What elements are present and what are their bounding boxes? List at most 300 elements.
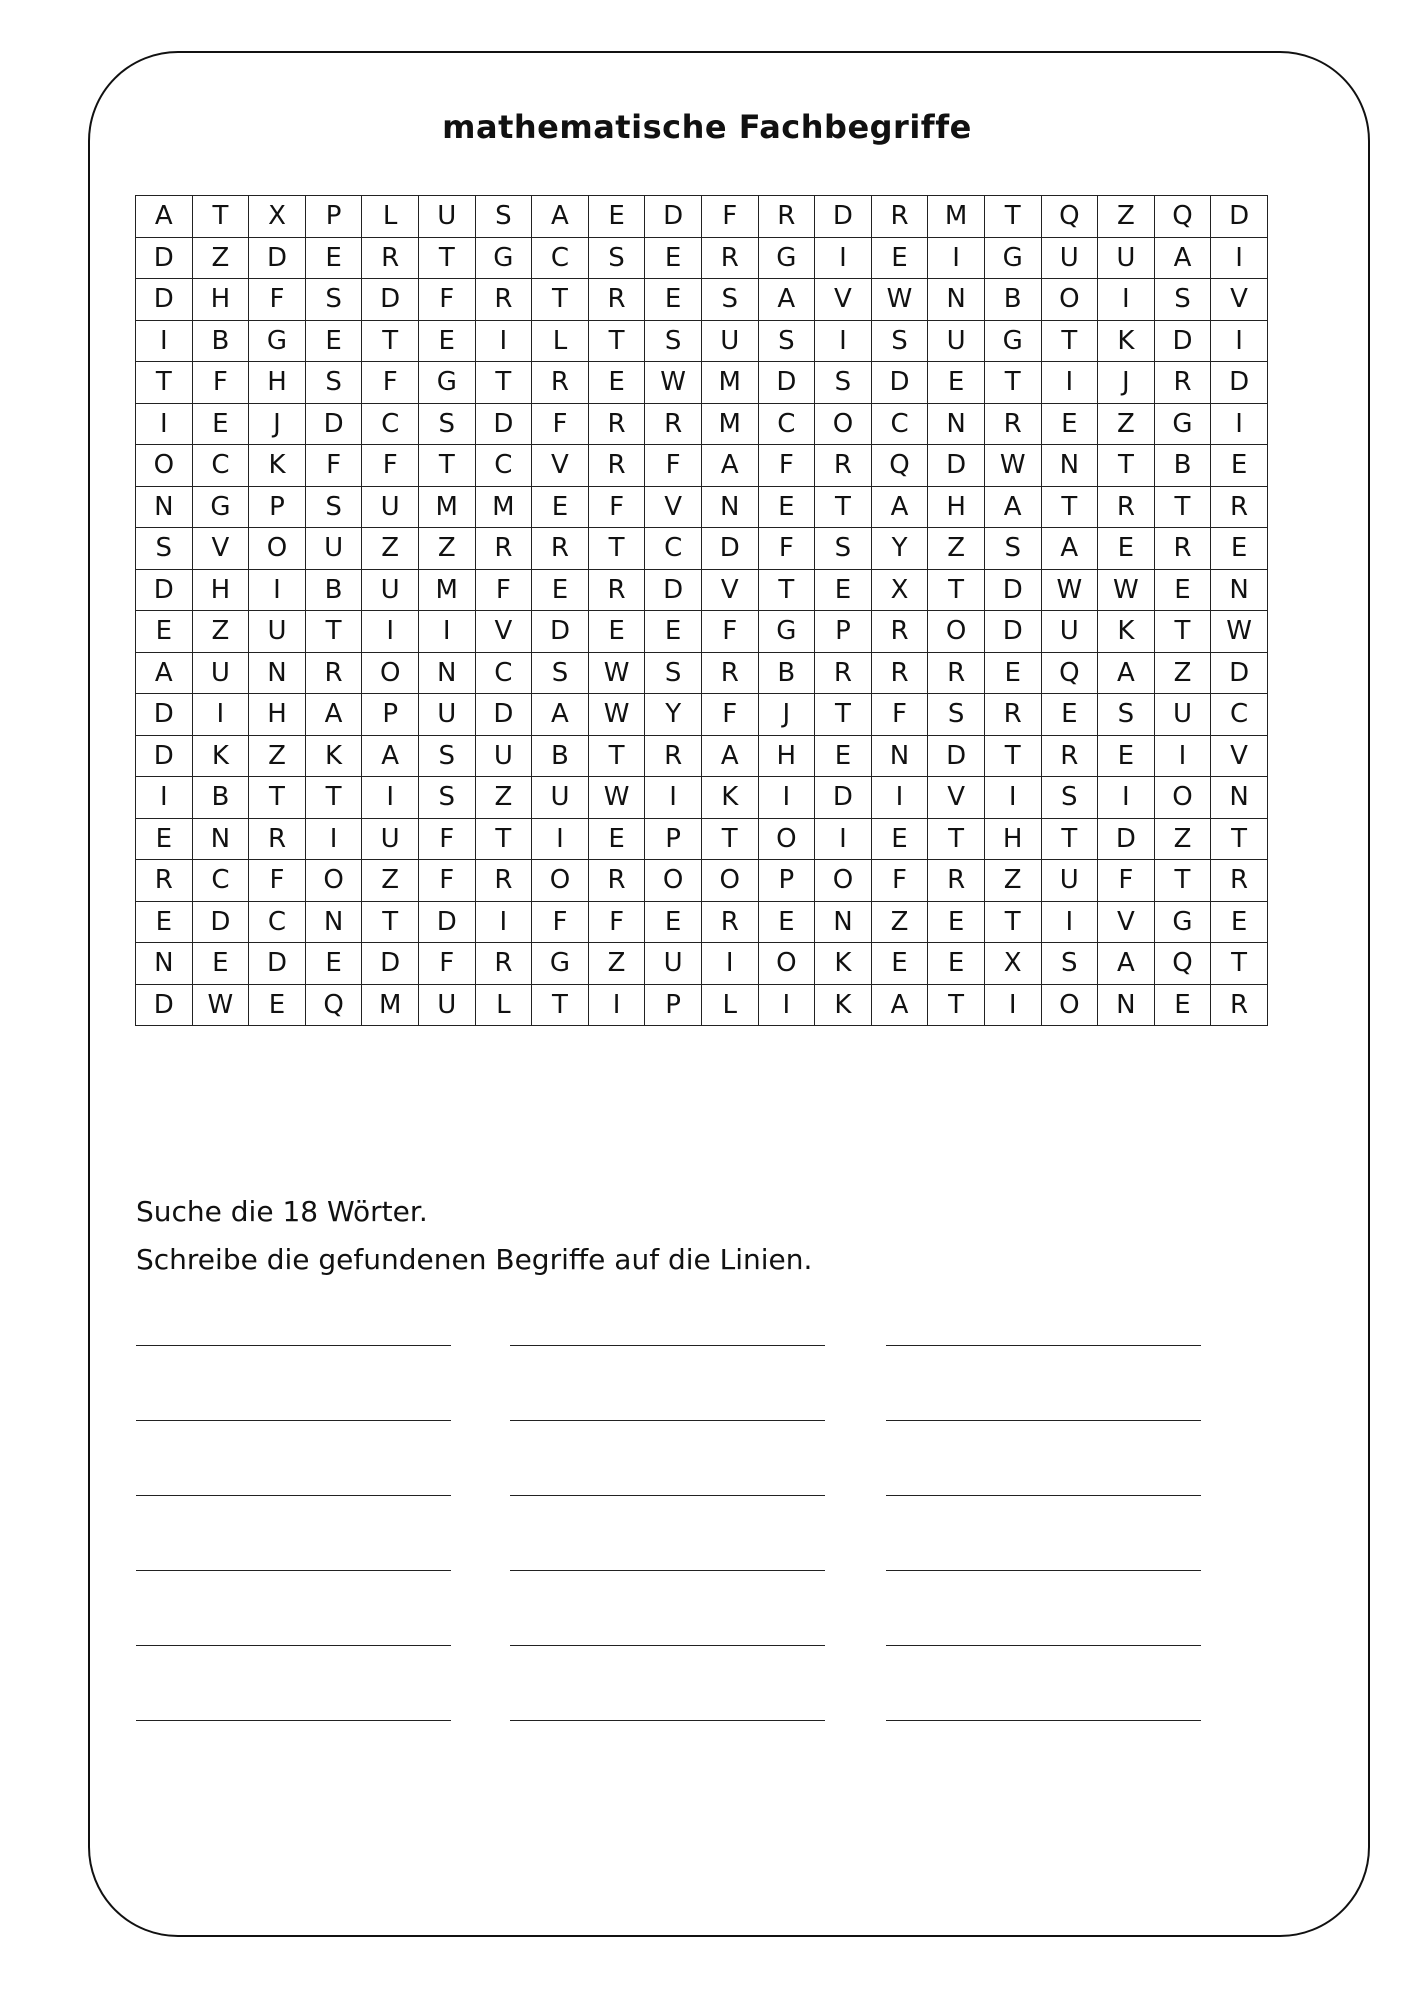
grid-cell[interactable]: I xyxy=(758,984,815,1026)
grid-cell[interactable]: F xyxy=(645,445,702,487)
grid-cell[interactable]: I xyxy=(362,777,419,819)
grid-cell[interactable]: T xyxy=(1154,860,1211,902)
grid-cell[interactable]: E xyxy=(588,196,645,238)
grid-cell[interactable]: P xyxy=(362,694,419,736)
grid-cell[interactable]: R xyxy=(701,237,758,279)
grid-cell[interactable]: F xyxy=(758,528,815,570)
grid-cell[interactable]: V xyxy=(1211,735,1268,777)
grid-cell[interactable]: S xyxy=(815,362,872,404)
grid-cell[interactable]: Z xyxy=(928,528,985,570)
grid-cell[interactable]: E xyxy=(645,279,702,321)
grid-cell[interactable]: Z xyxy=(1098,403,1155,445)
grid-cell[interactable]: F xyxy=(192,362,249,404)
grid-cell[interactable]: F xyxy=(305,445,362,487)
answer-line[interactable] xyxy=(510,1645,825,1646)
grid-cell[interactable]: E xyxy=(645,237,702,279)
grid-cell[interactable]: O xyxy=(1041,279,1098,321)
grid-cell[interactable]: C xyxy=(645,528,702,570)
grid-cell[interactable]: S xyxy=(532,652,589,694)
grid-cell[interactable]: T xyxy=(815,486,872,528)
grid-cell[interactable]: E xyxy=(192,943,249,985)
grid-cell[interactable]: I xyxy=(1211,403,1268,445)
grid-cell[interactable]: O xyxy=(532,860,589,902)
grid-cell[interactable]: M xyxy=(928,196,985,238)
grid-cell[interactable]: E xyxy=(758,901,815,943)
grid-cell[interactable]: F xyxy=(871,694,928,736)
grid-cell[interactable]: I xyxy=(871,777,928,819)
grid-cell[interactable]: A xyxy=(1154,237,1211,279)
grid-cell[interactable]: O xyxy=(362,652,419,694)
grid-cell[interactable]: R xyxy=(928,652,985,694)
grid-cell[interactable]: V xyxy=(815,279,872,321)
grid-cell[interactable]: T xyxy=(532,279,589,321)
grid-cell[interactable]: D xyxy=(136,279,193,321)
grid-cell[interactable]: D xyxy=(362,279,419,321)
grid-cell[interactable]: I xyxy=(475,320,532,362)
grid-cell[interactable]: S xyxy=(645,652,702,694)
grid-cell[interactable]: D xyxy=(305,403,362,445)
grid-cell[interactable]: R xyxy=(1211,984,1268,1026)
grid-cell[interactable]: H xyxy=(928,486,985,528)
grid-cell[interactable]: B xyxy=(1154,445,1211,487)
grid-cell[interactable]: E xyxy=(928,943,985,985)
grid-cell[interactable]: R xyxy=(984,403,1041,445)
grid-cell[interactable]: E xyxy=(871,818,928,860)
grid-cell[interactable]: U xyxy=(418,196,475,238)
grid-cell[interactable]: C xyxy=(192,445,249,487)
grid-cell[interactable]: H xyxy=(192,279,249,321)
grid-cell[interactable]: N xyxy=(192,818,249,860)
grid-cell[interactable]: G xyxy=(475,237,532,279)
grid-cell[interactable]: D xyxy=(645,196,702,238)
answer-line[interactable] xyxy=(136,1345,451,1346)
grid-cell[interactable]: D xyxy=(928,735,985,777)
grid-cell[interactable]: D xyxy=(136,735,193,777)
answer-line[interactable] xyxy=(510,1570,825,1571)
answer-line[interactable] xyxy=(136,1420,451,1421)
grid-cell[interactable]: S xyxy=(1041,777,1098,819)
grid-cell[interactable]: U xyxy=(1041,237,1098,279)
answer-line[interactable] xyxy=(136,1570,451,1571)
grid-cell[interactable]: R xyxy=(475,860,532,902)
grid-cell[interactable]: W xyxy=(645,362,702,404)
grid-cell[interactable]: I xyxy=(815,320,872,362)
grid-cell[interactable]: M xyxy=(418,486,475,528)
grid-cell[interactable]: N xyxy=(871,735,928,777)
grid-cell[interactable]: E xyxy=(928,901,985,943)
grid-cell[interactable]: E xyxy=(136,818,193,860)
grid-cell[interactable]: K xyxy=(192,735,249,777)
grid-cell[interactable]: G xyxy=(418,362,475,404)
grid-cell[interactable]: R xyxy=(1211,860,1268,902)
grid-cell[interactable]: D xyxy=(815,777,872,819)
grid-cell[interactable]: E xyxy=(1211,901,1268,943)
grid-cell[interactable]: E xyxy=(305,237,362,279)
grid-cell[interactable]: U xyxy=(362,569,419,611)
grid-cell[interactable]: X xyxy=(984,943,1041,985)
grid-cell[interactable]: K xyxy=(1098,611,1155,653)
grid-cell[interactable]: B xyxy=(305,569,362,611)
grid-cell[interactable]: Z xyxy=(362,528,419,570)
grid-cell[interactable]: C xyxy=(475,445,532,487)
grid-cell[interactable]: A xyxy=(362,735,419,777)
grid-cell[interactable]: O xyxy=(701,860,758,902)
grid-cell[interactable]: R xyxy=(362,237,419,279)
grid-cell[interactable]: L xyxy=(362,196,419,238)
grid-cell[interactable]: I xyxy=(1098,777,1155,819)
grid-cell[interactable]: Z xyxy=(871,901,928,943)
grid-cell[interactable]: M xyxy=(475,486,532,528)
grid-cell[interactable]: F xyxy=(701,196,758,238)
grid-cell[interactable]: C xyxy=(475,652,532,694)
grid-cell[interactable]: S xyxy=(928,694,985,736)
grid-cell[interactable]: T xyxy=(984,196,1041,238)
grid-cell[interactable]: B xyxy=(192,777,249,819)
grid-cell[interactable]: A xyxy=(1098,652,1155,694)
grid-cell[interactable]: T xyxy=(305,611,362,653)
grid-cell[interactable]: S xyxy=(815,528,872,570)
grid-cell[interactable]: D xyxy=(871,362,928,404)
grid-cell[interactable]: T xyxy=(1041,320,1098,362)
grid-cell[interactable]: T xyxy=(475,818,532,860)
grid-cell[interactable]: R xyxy=(1154,528,1211,570)
grid-cell[interactable]: M xyxy=(418,569,475,611)
grid-cell[interactable]: Z xyxy=(588,943,645,985)
grid-cell[interactable]: U xyxy=(701,320,758,362)
grid-cell[interactable]: G xyxy=(984,320,1041,362)
grid-cell[interactable]: R xyxy=(1041,735,1098,777)
grid-cell[interactable]: R xyxy=(871,196,928,238)
grid-cell[interactable]: F xyxy=(475,569,532,611)
grid-cell[interactable]: R xyxy=(475,943,532,985)
grid-cell[interactable]: T xyxy=(249,777,306,819)
grid-cell[interactable]: I xyxy=(588,984,645,1026)
grid-cell[interactable]: U xyxy=(1041,611,1098,653)
grid-cell[interactable]: T xyxy=(815,694,872,736)
grid-cell[interactable]: S xyxy=(305,279,362,321)
grid-cell[interactable]: W xyxy=(1041,569,1098,611)
grid-cell[interactable]: U xyxy=(645,943,702,985)
grid-cell[interactable]: F xyxy=(1098,860,1155,902)
grid-cell[interactable]: J xyxy=(758,694,815,736)
grid-cell[interactable]: D xyxy=(984,569,1041,611)
grid-cell[interactable]: F xyxy=(418,818,475,860)
grid-cell[interactable]: C xyxy=(871,403,928,445)
grid-cell[interactable]: D xyxy=(928,445,985,487)
grid-cell[interactable]: T xyxy=(192,196,249,238)
grid-cell[interactable]: A xyxy=(701,445,758,487)
grid-cell[interactable]: S xyxy=(1041,943,1098,985)
grid-cell[interactable]: F xyxy=(701,611,758,653)
grid-cell[interactable]: H xyxy=(249,694,306,736)
grid-cell[interactable]: R xyxy=(475,279,532,321)
grid-cell[interactable]: H xyxy=(758,735,815,777)
grid-cell[interactable]: E xyxy=(305,943,362,985)
grid-cell[interactable]: T xyxy=(588,528,645,570)
grid-cell[interactable]: T xyxy=(984,735,1041,777)
grid-cell[interactable]: R xyxy=(984,694,1041,736)
grid-cell[interactable]: R xyxy=(1154,362,1211,404)
grid-cell[interactable]: U xyxy=(1154,694,1211,736)
grid-cell[interactable]: T xyxy=(418,237,475,279)
grid-cell[interactable]: D xyxy=(701,528,758,570)
grid-cell[interactable]: G xyxy=(984,237,1041,279)
grid-cell[interactable]: Z xyxy=(1154,818,1211,860)
grid-cell[interactable]: Q xyxy=(871,445,928,487)
grid-cell[interactable]: U xyxy=(418,984,475,1026)
grid-cell[interactable]: A xyxy=(136,652,193,694)
grid-cell[interactable]: B xyxy=(192,320,249,362)
grid-cell[interactable]: E xyxy=(1154,984,1211,1026)
grid-cell[interactable]: E xyxy=(1211,528,1268,570)
grid-cell[interactable]: D xyxy=(136,569,193,611)
grid-cell[interactable]: Y xyxy=(645,694,702,736)
grid-cell[interactable]: R xyxy=(815,445,872,487)
grid-cell[interactable]: D xyxy=(532,611,589,653)
grid-cell[interactable]: R xyxy=(588,569,645,611)
grid-cell[interactable]: D xyxy=(1154,320,1211,362)
grid-cell[interactable]: P xyxy=(645,984,702,1026)
grid-cell[interactable]: U xyxy=(1041,860,1098,902)
grid-cell[interactable]: U xyxy=(928,320,985,362)
grid-cell[interactable]: T xyxy=(758,569,815,611)
grid-cell[interactable]: E xyxy=(758,486,815,528)
grid-cell[interactable]: U xyxy=(362,818,419,860)
grid-cell[interactable]: D xyxy=(418,901,475,943)
grid-cell[interactable]: F xyxy=(418,279,475,321)
grid-cell[interactable]: N xyxy=(928,279,985,321)
grid-cell[interactable]: T xyxy=(362,320,419,362)
grid-cell[interactable]: T xyxy=(984,362,1041,404)
grid-cell[interactable]: R xyxy=(588,445,645,487)
grid-cell[interactable]: Z xyxy=(249,735,306,777)
grid-cell[interactable]: G xyxy=(192,486,249,528)
grid-cell[interactable]: Z xyxy=(418,528,475,570)
grid-cell[interactable]: D xyxy=(1211,196,1268,238)
grid-cell[interactable]: G xyxy=(249,320,306,362)
grid-cell[interactable]: E xyxy=(1098,735,1155,777)
grid-cell[interactable]: S xyxy=(871,320,928,362)
grid-cell[interactable]: D xyxy=(984,611,1041,653)
grid-cell[interactable]: I xyxy=(1041,901,1098,943)
grid-cell[interactable]: A xyxy=(305,694,362,736)
grid-cell[interactable]: R xyxy=(588,403,645,445)
grid-cell[interactable]: T xyxy=(1211,943,1268,985)
grid-cell[interactable]: I xyxy=(305,818,362,860)
grid-cell[interactable]: O xyxy=(815,860,872,902)
grid-cell[interactable]: V xyxy=(928,777,985,819)
grid-cell[interactable]: G xyxy=(1154,901,1211,943)
grid-cell[interactable]: F xyxy=(532,901,589,943)
grid-cell[interactable]: I xyxy=(475,901,532,943)
grid-cell[interactable]: T xyxy=(136,362,193,404)
grid-cell[interactable]: G xyxy=(532,943,589,985)
grid-cell[interactable]: I xyxy=(362,611,419,653)
grid-cell[interactable]: I xyxy=(249,569,306,611)
grid-cell[interactable]: N xyxy=(136,943,193,985)
grid-cell[interactable]: R xyxy=(645,403,702,445)
grid-cell[interactable]: E xyxy=(588,611,645,653)
grid-cell[interactable]: O xyxy=(305,860,362,902)
grid-cell[interactable]: D xyxy=(1098,818,1155,860)
grid-cell[interactable]: S xyxy=(1154,279,1211,321)
grid-cell[interactable]: W xyxy=(871,279,928,321)
grid-cell[interactable]: L xyxy=(532,320,589,362)
grid-cell[interactable]: D xyxy=(475,694,532,736)
grid-cell[interactable]: N xyxy=(1211,777,1268,819)
grid-cell[interactable]: U xyxy=(362,486,419,528)
grid-cell[interactable]: I xyxy=(532,818,589,860)
grid-cell[interactable]: F xyxy=(758,445,815,487)
grid-cell[interactable]: C xyxy=(532,237,589,279)
grid-cell[interactable]: I xyxy=(1098,279,1155,321)
grid-cell[interactable]: I xyxy=(928,237,985,279)
grid-cell[interactable]: K xyxy=(249,445,306,487)
grid-cell[interactable]: W xyxy=(588,777,645,819)
grid-cell[interactable]: E xyxy=(1211,445,1268,487)
grid-cell[interactable]: I xyxy=(1041,362,1098,404)
grid-cell[interactable]: K xyxy=(305,735,362,777)
grid-cell[interactable]: F xyxy=(588,486,645,528)
grid-cell[interactable]: R xyxy=(758,196,815,238)
grid-cell[interactable]: L xyxy=(701,984,758,1026)
grid-cell[interactable]: P xyxy=(758,860,815,902)
grid-cell[interactable]: T xyxy=(1154,486,1211,528)
grid-cell[interactable]: R xyxy=(645,735,702,777)
grid-cell[interactable]: Q xyxy=(1154,196,1211,238)
grid-cell[interactable]: E xyxy=(815,569,872,611)
grid-cell[interactable]: Z xyxy=(475,777,532,819)
answer-line[interactable] xyxy=(510,1720,825,1721)
grid-cell[interactable]: C xyxy=(362,403,419,445)
grid-cell[interactable]: B xyxy=(758,652,815,694)
grid-cell[interactable]: R xyxy=(249,818,306,860)
grid-cell[interactable]: P xyxy=(815,611,872,653)
grid-cell[interactable]: A xyxy=(984,486,1041,528)
grid-cell[interactable]: W xyxy=(1211,611,1268,653)
grid-cell[interactable]: R xyxy=(815,652,872,694)
grid-cell[interactable]: U xyxy=(249,611,306,653)
grid-cell[interactable]: D xyxy=(1211,362,1268,404)
grid-cell[interactable]: R xyxy=(475,528,532,570)
grid-cell[interactable]: U xyxy=(532,777,589,819)
grid-cell[interactable]: F xyxy=(362,445,419,487)
grid-cell[interactable]: N xyxy=(701,486,758,528)
grid-cell[interactable]: P xyxy=(645,818,702,860)
grid-cell[interactable]: E xyxy=(871,943,928,985)
grid-cell[interactable]: Z xyxy=(192,611,249,653)
grid-cell[interactable]: E xyxy=(305,320,362,362)
grid-cell[interactable]: D xyxy=(136,237,193,279)
grid-cell[interactable]: T xyxy=(362,901,419,943)
grid-cell[interactable]: T xyxy=(475,362,532,404)
grid-cell[interactable]: G xyxy=(758,237,815,279)
grid-cell[interactable]: V xyxy=(645,486,702,528)
grid-cell[interactable]: R xyxy=(532,362,589,404)
grid-cell[interactable]: D xyxy=(1211,652,1268,694)
grid-cell[interactable]: V xyxy=(1211,279,1268,321)
answer-line[interactable] xyxy=(886,1720,1201,1721)
grid-cell[interactable]: I xyxy=(984,984,1041,1026)
grid-cell[interactable]: S xyxy=(701,279,758,321)
grid-cell[interactable]: I xyxy=(192,694,249,736)
grid-cell[interactable]: O xyxy=(815,403,872,445)
grid-cell[interactable]: I xyxy=(815,237,872,279)
grid-cell[interactable]: H xyxy=(984,818,1041,860)
grid-cell[interactable]: U xyxy=(192,652,249,694)
grid-cell[interactable]: U xyxy=(1098,237,1155,279)
grid-cell[interactable]: S xyxy=(475,196,532,238)
grid-cell[interactable]: R xyxy=(871,652,928,694)
grid-cell[interactable]: X xyxy=(249,196,306,238)
grid-cell[interactable]: I xyxy=(984,777,1041,819)
grid-cell[interactable]: Z xyxy=(192,237,249,279)
grid-cell[interactable]: U xyxy=(305,528,362,570)
grid-cell[interactable]: T xyxy=(1211,818,1268,860)
grid-cell[interactable]: S xyxy=(418,777,475,819)
grid-cell[interactable]: I xyxy=(645,777,702,819)
grid-cell[interactable]: F xyxy=(871,860,928,902)
grid-cell[interactable]: T xyxy=(1098,445,1155,487)
grid-cell[interactable]: Z xyxy=(1098,196,1155,238)
grid-cell[interactable]: S xyxy=(984,528,1041,570)
grid-cell[interactable]: S xyxy=(758,320,815,362)
grid-cell[interactable]: R xyxy=(1098,486,1155,528)
answer-line[interactable] xyxy=(510,1420,825,1421)
grid-cell[interactable]: A xyxy=(758,279,815,321)
grid-cell[interactable]: O xyxy=(645,860,702,902)
grid-cell[interactable]: T xyxy=(928,818,985,860)
grid-cell[interactable]: Z xyxy=(1154,652,1211,694)
grid-cell[interactable]: N xyxy=(1098,984,1155,1026)
grid-cell[interactable]: I xyxy=(1154,735,1211,777)
grid-cell[interactable]: W xyxy=(1098,569,1155,611)
grid-cell[interactable]: A xyxy=(871,984,928,1026)
grid-cell[interactable]: O xyxy=(758,818,815,860)
grid-cell[interactable]: T xyxy=(588,320,645,362)
grid-cell[interactable]: Q xyxy=(1154,943,1211,985)
grid-cell[interactable]: A xyxy=(871,486,928,528)
grid-cell[interactable]: V xyxy=(532,445,589,487)
grid-cell[interactable]: G xyxy=(758,611,815,653)
grid-cell[interactable]: D xyxy=(475,403,532,445)
grid-cell[interactable]: R xyxy=(701,901,758,943)
grid-cell[interactable]: E xyxy=(645,611,702,653)
grid-cell[interactable]: I xyxy=(1211,320,1268,362)
grid-cell[interactable]: T xyxy=(1041,818,1098,860)
grid-cell[interactable]: A xyxy=(1041,528,1098,570)
grid-cell[interactable]: T xyxy=(588,735,645,777)
grid-cell[interactable]: R xyxy=(1211,486,1268,528)
answer-line[interactable] xyxy=(136,1495,451,1496)
grid-cell[interactable]: E xyxy=(588,818,645,860)
grid-cell[interactable]: G xyxy=(1154,403,1211,445)
grid-cell[interactable]: Q xyxy=(1041,652,1098,694)
grid-cell[interactable]: N xyxy=(418,652,475,694)
grid-cell[interactable]: K xyxy=(1098,320,1155,362)
grid-cell[interactable]: M xyxy=(362,984,419,1026)
grid-cell[interactable]: V xyxy=(475,611,532,653)
grid-cell[interactable]: B xyxy=(532,735,589,777)
answer-line[interactable] xyxy=(886,1570,1201,1571)
grid-cell[interactable]: T xyxy=(928,984,985,1026)
grid-cell[interactable]: I xyxy=(418,611,475,653)
answer-line[interactable] xyxy=(886,1495,1201,1496)
grid-cell[interactable]: A xyxy=(136,196,193,238)
grid-cell[interactable]: H xyxy=(249,362,306,404)
grid-cell[interactable]: D xyxy=(192,901,249,943)
grid-cell[interactable]: T xyxy=(418,445,475,487)
